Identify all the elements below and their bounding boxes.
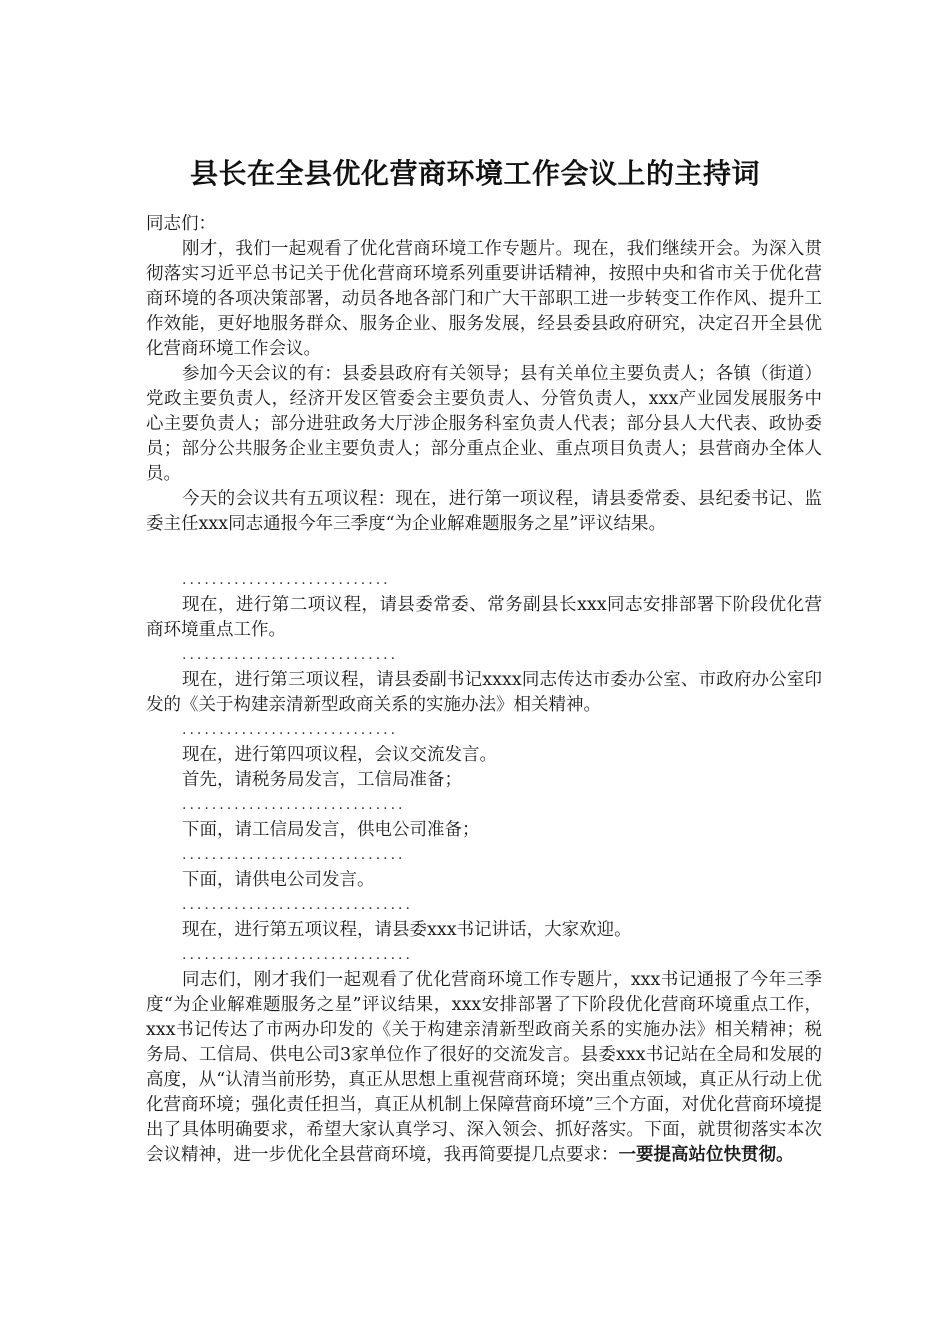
document-title: 县长在全县优化营商环境工作会议上的主持词 xyxy=(189,157,760,190)
paragraph-speaker-2: 下面，请工信局发言，供电公司准备； xyxy=(182,820,480,840)
ellipsis-line: ............................... xyxy=(182,897,413,913)
paragraph-agenda-2: 现在，进行第二项议程，请县委常委、常务副县长xxx同志安排部署下阶段优化营商环境重点工作。 xyxy=(146,595,822,640)
ellipsis-line: .............................. xyxy=(182,797,406,813)
salutation: 同志们： xyxy=(146,214,216,234)
paragraph-summary xyxy=(146,968,822,1168)
ellipsis-line: ............................. xyxy=(182,647,399,663)
paragraph-speaker-3: 下面，请供电公司发言。 xyxy=(182,870,375,890)
spacer xyxy=(146,537,822,568)
paragraph-attendees: 参加今天会议的有：县委县政府有关领导；县有关单位主要负责人；各镇（街道）党政主要负责人，经济开发区管委会主要负责人、分管负责人，xxx产业园发展服务中心主要负责人；部分进驻政务大厅涉企服务科室负责人代表；部分县人大代表、政协委员；部分公共服务企业主要负责人；部分重点企业、重点项目负责人；县营商办全体人员。 xyxy=(146,364,822,484)
paragraph-opening: 刚才，我们一起观看了优化营商环境工作专题片。现在，我们继续开会。为深入贯彻落实习近平总书记关于优化营商环境系列重要讲话精神，按照中央和省市关于优化营商环境的各项决策部署，动员各地各部门和广大干部职工进一步转变工作作风、提升工作效能，更好地服务群众、服务企业、服务发展，经县委县政府研究，决定召开全县优化营商环境工作会议。 xyxy=(146,239,822,359)
paragraph-agenda-3: 现在，进行第三项议程，请县委副书记xxxx同志传达市委办公室、市政府办公室印发的《关于构建亲清新型政商关系的实施办法》相关精神。 xyxy=(146,670,822,715)
summary-text: 同志们，刚才我们一起观看了优化营商环境工作专题片，xxx书记通报了今年三季度“为企业解难题服务之星”评议结果，xxx安排部署了下阶段优化营商环境重点工作，xxx书记传达了市两办印发的《关于构建亲清新型政商关系的实施办法》相关精神；税务局、工信局、供电公司3家单位作了很好的交流发言。县委xxx书记站在全局和发展的高度，从“认清当前形势，真正从思想上重视营商环境；突出重点领域，真正从行动上优化营商环境；强化责任担当，真正从机制上保障营商环境”三个方面，对优化营商环境提出了具体明确要求，希望大家认真学习、深入领会、抓好落实。下面，就贯彻落实本次会议精神，进一步优化全县营商环境，我再简要提几点要求： xyxy=(146,970,822,1165)
paragraph-speaker-1: 首先，请税务局发言，工信局准备； xyxy=(182,770,462,790)
paragraph-agenda-4: 现在，进行第四项议程，会议交流发言。 xyxy=(182,745,497,765)
document-body xyxy=(146,212,822,1168)
paragraph-agenda-5: 现在，进行第五项议程，请县委xxx书记讲话，大家欢迎。 xyxy=(182,920,632,940)
paragraph-agenda-1: 今天的会议共有五项议程：现在，进行第一项议程，请县委常委、县纪委书记、监委主任xxx同志通报今年三季度“为企业解难题服务之星”评议结果。 xyxy=(146,489,822,534)
ellipsis-line: .............................. xyxy=(182,847,406,863)
summary-bold-heading: 一要提高站位快贯彻。 xyxy=(618,1145,794,1165)
ellipsis-line: ............................ xyxy=(182,572,391,588)
ellipsis-line: ............................... xyxy=(182,947,413,963)
ellipsis-line: ............................. xyxy=(182,722,399,738)
